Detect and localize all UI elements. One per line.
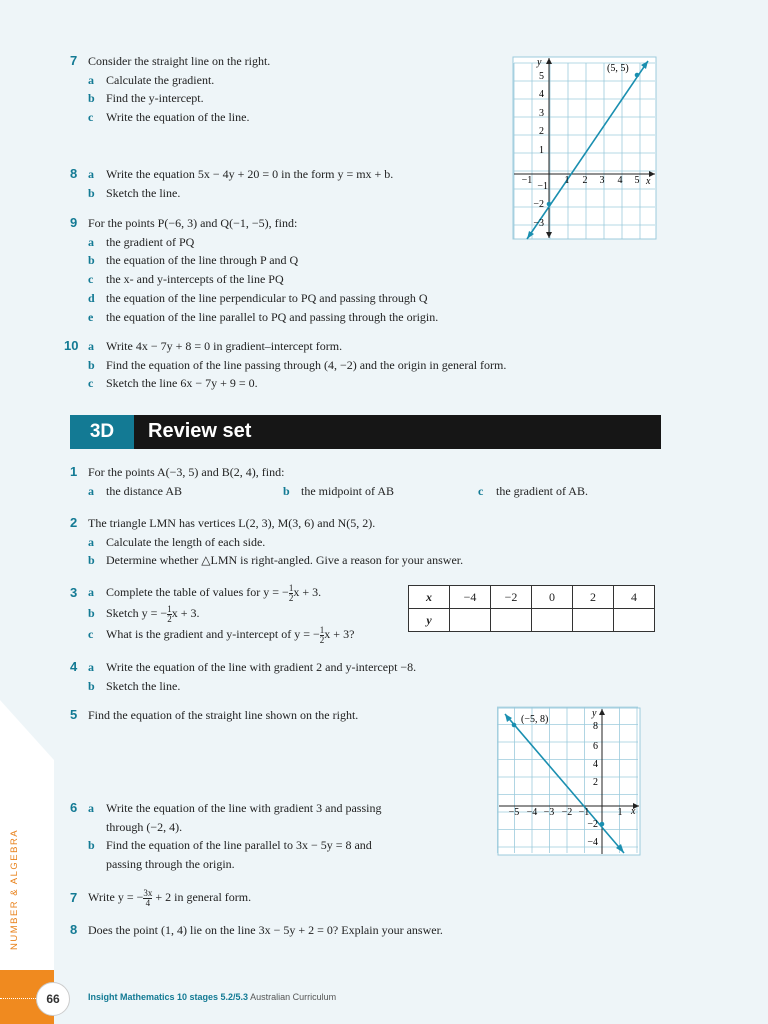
question-number: 7 (70, 890, 78, 905)
y-tick-label: 4 (593, 759, 598, 770)
part-text: x + 3. (293, 585, 322, 599)
part-text: Write 4x − 7y + 8 = 0 in gradient–intercept form. (106, 339, 343, 353)
sidebar-decoration (0, 700, 54, 760)
part-text: Find the equation of the line passing through (4, −2) and the origin in general form. (106, 357, 507, 372)
graph-line-through-neg5-8 (497, 706, 642, 858)
y-tick-label: −4 (587, 837, 598, 848)
x-tick-label: −1 (578, 807, 590, 818)
part-text: the gradient of PQ (106, 234, 195, 249)
part-letter: a (88, 585, 94, 599)
part-letter: c (478, 483, 484, 498)
point-label: (−5, 8) (521, 714, 549, 725)
part-text: Write the equation of the line. (106, 110, 250, 125)
question-number: 8 (70, 166, 78, 181)
question-stem: For the points A(−3, 5) and B(2, 4), find: (88, 465, 285, 479)
part-letter: c (88, 272, 94, 287)
review-question-2 (88, 514, 463, 570)
y-axis-label: y (592, 708, 597, 719)
y-tick-label: 1 (539, 145, 544, 156)
question-number: 2 (70, 515, 78, 530)
footer-title (88, 992, 336, 1002)
part-letter: a (88, 234, 94, 249)
part-letter: b (88, 357, 95, 372)
review-question-7 (88, 886, 251, 908)
table-cell-empty[interactable] (614, 609, 655, 632)
y-tick-label: 6 (593, 741, 598, 752)
page-number: 66 (36, 982, 70, 1016)
footer-dotted-rule (0, 998, 36, 999)
review-question-5 (88, 706, 358, 725)
x-tick-label: −1 (521, 175, 533, 186)
table-cell: 4 (614, 586, 655, 609)
part-letter: b (88, 91, 95, 106)
part-text: Find the equation of the line parallel to 3x − 5y = 8 and (106, 838, 372, 853)
point-label: (5, 5) (607, 63, 629, 74)
y-axis-label: y (537, 57, 542, 68)
x-tick-label: 1 (617, 807, 623, 818)
section-code: 3D (70, 415, 134, 449)
part-text: the x- and y-intercepts of the line PQ (106, 272, 284, 287)
graph-point (512, 723, 517, 728)
x-tick-label: 5 (634, 175, 640, 186)
part-letter: b (88, 185, 95, 200)
curriculum-label: Australian Curriculum (250, 992, 337, 1002)
table-cell: −4 (450, 586, 491, 609)
question-stem: Find the equation of the straight line shown on the right. (88, 708, 359, 722)
table-cell-empty[interactable] (450, 609, 491, 632)
part-letter: b (88, 838, 95, 853)
part-text: the gradient of AB. (496, 483, 588, 498)
question-number: 6 (70, 800, 78, 815)
part-text: the midpoint of AB (301, 483, 394, 498)
fraction: $\frac{1}{2}$ (319, 624, 325, 645)
x-tick-label: 3 (599, 175, 605, 186)
question-number: 1 (70, 464, 78, 479)
x-tick-label: 1 (564, 175, 570, 186)
part-letter: a (88, 801, 94, 815)
question-stem: The triangle LMN has vertices L(2, 3), M(3, 6) and N(5, 2). (88, 516, 376, 530)
question-number: 3 (70, 585, 78, 600)
y-tick-label: 2 (593, 777, 598, 788)
part-text: Sketch the line 6x − 7y + 9 = 0. (106, 376, 258, 391)
part-text: the equation of the line perpendicular to PQ and passing through Q (106, 290, 428, 305)
part-letter: a (88, 167, 94, 181)
sidebar-strand-label: NUMBER & ALGEBRA (9, 828, 20, 950)
question-number: 8 (70, 922, 78, 937)
part-letter: c (88, 376, 94, 391)
y-tick-label: −2 (533, 199, 544, 210)
review-question-8 (88, 921, 443, 940)
y-tick-label: −2 (587, 819, 598, 830)
part-text: Sketch the line. (106, 185, 181, 200)
x-tick-label: −4 (526, 807, 538, 818)
table-cell-empty[interactable] (491, 609, 532, 632)
section-title: Review set (148, 420, 252, 442)
y-tick-label: 3 (539, 108, 544, 119)
question-stem: Does the point (1, 4) lie on the line 3x − 5y + 2 = 0? Explain your answer. (88, 923, 443, 937)
fraction: $\frac{1}{2}$ (288, 582, 294, 603)
y-tick-label: −3 (533, 218, 544, 229)
part-text: x + 3. (171, 606, 200, 620)
x-tick-label: 2 (582, 175, 588, 186)
table-header-y: y (409, 609, 450, 632)
part-letter: b (88, 678, 95, 693)
x-axis-label: x (646, 176, 651, 187)
table-cell-empty[interactable] (573, 609, 614, 632)
part-text: Calculate the gradient. (106, 72, 215, 87)
question-stem: Consider the straight line on the right. (88, 54, 271, 68)
table-row (409, 586, 655, 609)
x-tick-label: −3 (543, 807, 555, 818)
part-text: Determine whether △LMN is right-angled. Give a reason for your answer. (106, 553, 464, 568)
review-question-3 (88, 582, 354, 645)
question-number: 9 (70, 215, 78, 230)
book-title: Insight Mathematics 10 stages 5.2/5.3 (88, 992, 249, 1002)
y-tick-label: −1 (537, 181, 548, 192)
table-cell: −2 (491, 586, 532, 609)
part-text: Write the equation of the line with gradient 2 and y-intercept −8. (106, 660, 417, 674)
fraction: $\frac{1}{2}$ (167, 603, 172, 624)
y-tick-label: 2 (539, 126, 544, 137)
part-letter: d (88, 290, 95, 305)
part-text: x + 3? (324, 627, 355, 641)
question-number: 10 (64, 338, 79, 353)
part-text: Write y = − (88, 890, 144, 904)
fraction: $\frac{3x}{4}$ (143, 887, 153, 908)
x-tick-label: 4 (617, 175, 623, 186)
table-of-values (408, 585, 655, 632)
part-text: Write the equation of the line with gradient 3 and passing (106, 801, 382, 815)
review-question-1 (88, 463, 588, 500)
part-text: Sketch the line. (106, 678, 181, 693)
part-letter: a (88, 534, 94, 549)
x-axis-label: x (631, 806, 636, 817)
part-text: Complete the table of values for y = − (106, 585, 289, 599)
question-8 (88, 165, 393, 202)
question-number: 5 (70, 707, 78, 722)
table-cell-empty[interactable] (532, 609, 573, 632)
part-letter: a (88, 72, 94, 87)
graph-point (635, 73, 640, 78)
y-intercept-point (600, 822, 605, 827)
part-letter: b (88, 553, 95, 568)
part-letter: c (88, 627, 94, 641)
review-question-6 (88, 799, 381, 874)
y-tick-label: 8 (593, 721, 598, 732)
part-text-continued: passing through the origin. (106, 857, 235, 872)
part-letter: e (88, 309, 94, 324)
part-text: the distance AB (106, 483, 182, 498)
table-cell: 2 (573, 586, 614, 609)
question-10 (88, 337, 506, 393)
y-tick-label: 4 (539, 89, 544, 100)
part-letter: c (88, 110, 94, 125)
part-letter: b (283, 483, 290, 498)
part-letter: a (88, 339, 94, 353)
x-tick-label: −2 (561, 807, 573, 818)
table-cell: 0 (532, 586, 573, 609)
question-stem: For the points P(−6, 3) and Q(−1, −5), find: (88, 216, 298, 230)
part-text: Calculate the length of each side. (106, 534, 266, 549)
part-text: Write the equation 5x − 4y + 20 = 0 in the form y = mx + b. (106, 167, 394, 181)
part-letter: b (88, 606, 95, 620)
part-text: the equation of the line through P and Q (106, 253, 299, 268)
part-text: What is the gradient and y-intercept of y = − (106, 627, 320, 641)
table-header-x: x (409, 586, 450, 609)
part-letter: a (88, 483, 94, 498)
part-text: the equation of the line parallel to PQ and passing through the origin. (106, 309, 439, 324)
part-text: Find the y-intercept. (106, 91, 204, 106)
graph-line-through-5-5 (512, 55, 658, 243)
part-letter: a (88, 660, 94, 674)
part-text: Sketch y = − (106, 606, 168, 620)
part-letter: b (88, 253, 95, 268)
y-tick-label: 5 (539, 71, 544, 82)
y-intercept-point (547, 202, 552, 207)
question-7 (88, 52, 270, 127)
part-text-continued: through (−2, 4). (106, 819, 183, 834)
review-question-4 (88, 658, 416, 695)
part-text: + 2 in general form. (152, 890, 252, 904)
table-row (409, 609, 655, 632)
question-number: 7 (70, 53, 78, 68)
question-number: 4 (70, 659, 78, 674)
x-tick-label: −5 (508, 807, 520, 818)
question-9 (88, 214, 438, 326)
